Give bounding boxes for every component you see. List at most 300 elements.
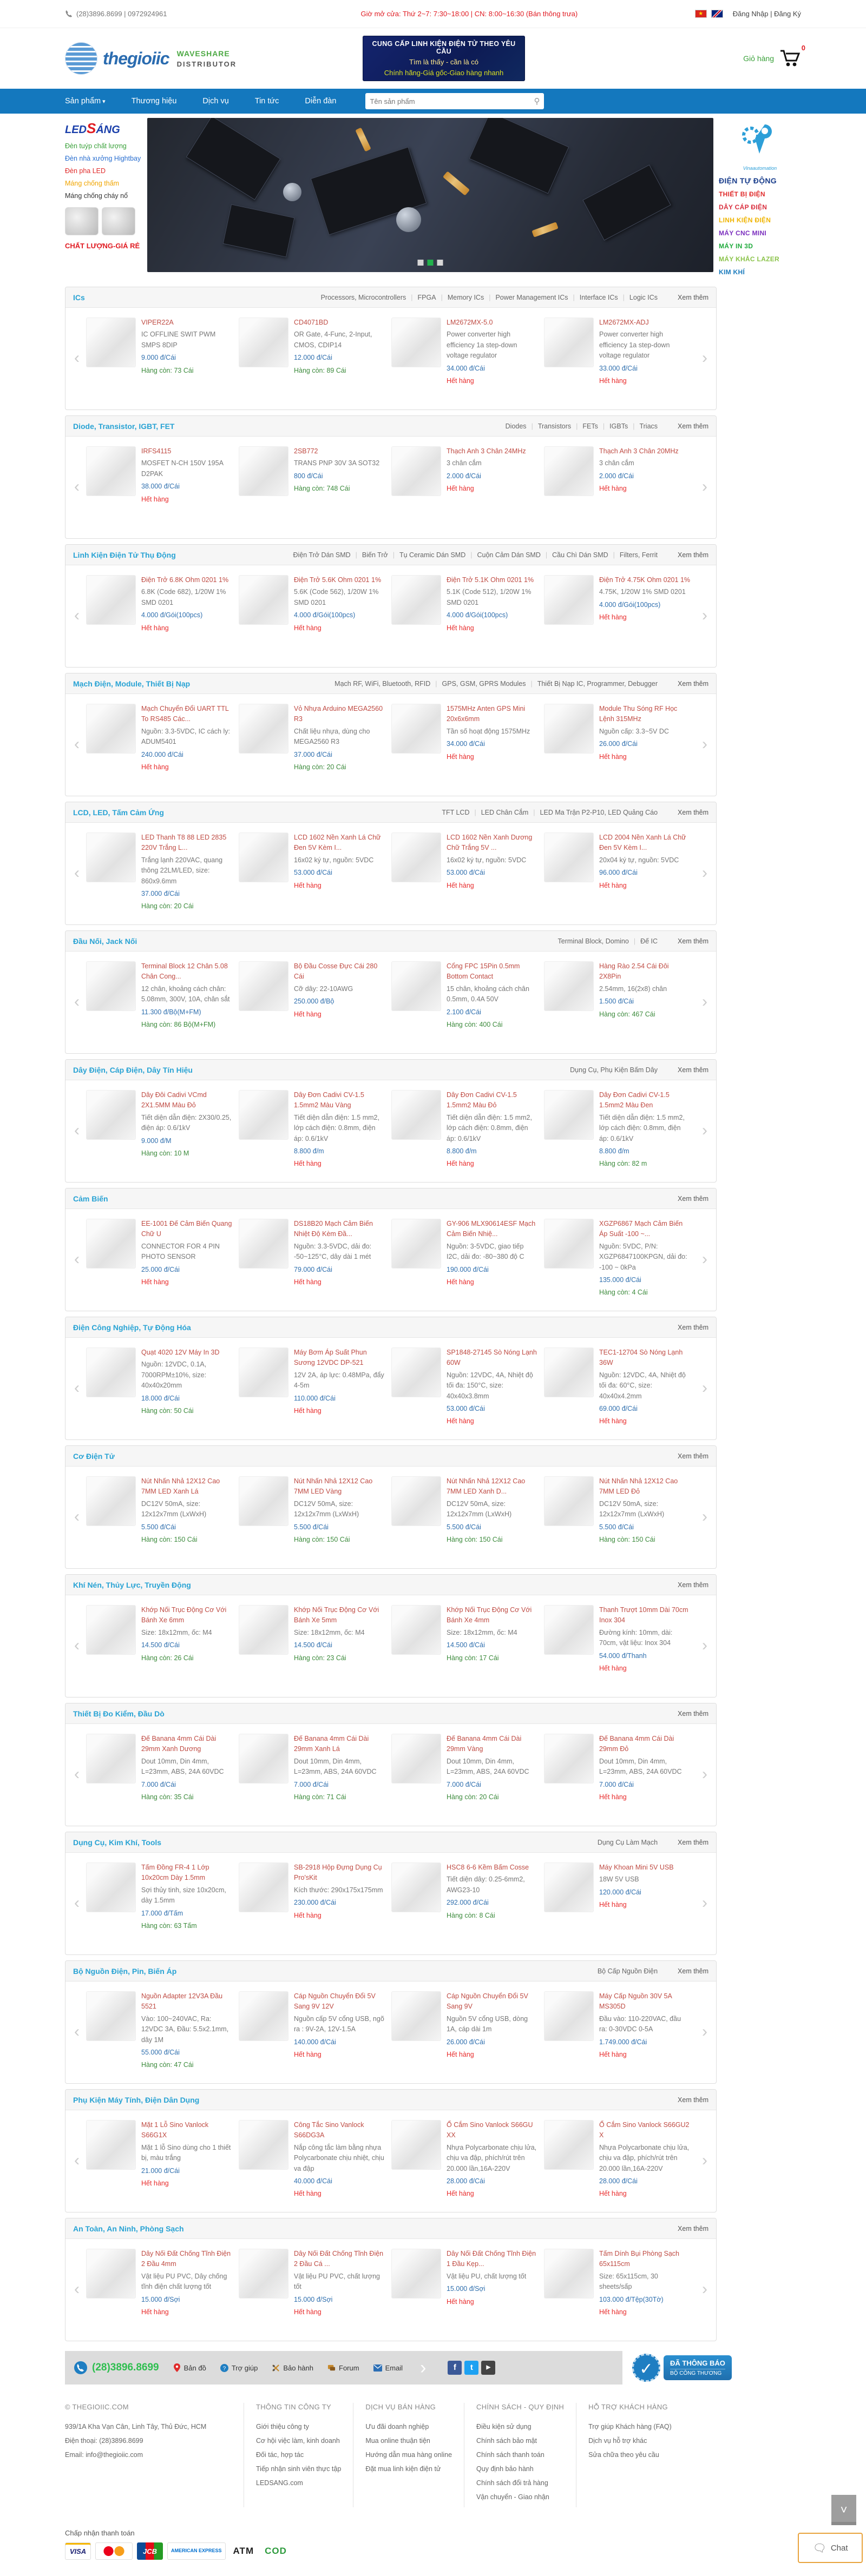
category-link[interactable]: Terminal Block, Domino xyxy=(557,937,629,945)
register-link[interactable]: Đăng Ký xyxy=(774,10,801,18)
product-name[interactable]: Tấm Đồng FR-4 1 Lớp 10x20cm Dày 1.5mm xyxy=(141,1864,209,1882)
carousel-next-arrow[interactable]: › xyxy=(702,2151,707,2169)
category-link[interactable]: Power Management ICs xyxy=(495,293,568,301)
product-info xyxy=(447,2120,537,2199)
product-card[interactable] xyxy=(235,1862,388,1931)
section-title[interactable]: Mạch Điện, Module, Thiết Bị Nạp xyxy=(73,679,191,688)
product-name[interactable]: Đế Banana 4mm Cái Dài 29mm Xanh Lá xyxy=(294,1735,369,1753)
see-more-link[interactable]: Xem thêm xyxy=(678,1323,708,1331)
product-stock: Hết hàng xyxy=(447,2297,474,2306)
category-link[interactable]: Processors, Microcontrollers xyxy=(320,293,406,301)
product-card[interactable] xyxy=(541,1348,693,1427)
category-link[interactable]: TFT LCD xyxy=(442,808,470,816)
youtube-icon[interactable]: ▶ xyxy=(481,2361,495,2375)
product-name[interactable]: Quạt 4020 12V Máy In 3D xyxy=(141,1349,220,1356)
product-name[interactable]: LM2672MX-ADJ xyxy=(599,319,649,326)
product-name[interactable]: Bộ Đầu Cosse Đực Cái 280 Cái xyxy=(294,962,378,981)
product-card[interactable] xyxy=(541,575,693,633)
carousel-prev-arrow[interactable]: ‹ xyxy=(74,606,80,624)
product-card[interactable] xyxy=(83,575,235,633)
product-name[interactable]: Ổ Cắm Sino Vanlock S66GU XX xyxy=(447,2121,533,2139)
product-name[interactable]: IRFS4115 xyxy=(141,447,172,455)
product-info xyxy=(294,961,385,1030)
product-name[interactable]: CD4071BD xyxy=(294,319,329,326)
product-card[interactable] xyxy=(388,704,541,772)
footer-link[interactable]: Điều kiện sử dụng xyxy=(476,2423,532,2430)
product-card[interactable] xyxy=(388,961,541,1030)
product-name[interactable]: LCD 1602 Nền Xanh Dương Chữ Trắng 5V ... xyxy=(447,834,533,852)
see-more-link[interactable]: Xem thêm xyxy=(678,1581,708,1589)
category-link[interactable]: Thiết Bị Nạp IC, Programmer, Debugger xyxy=(537,679,658,688)
product-name[interactable]: SP1848-27145 Sò Nóng Lạnh 60W xyxy=(447,1349,537,1367)
product-name[interactable]: Dây Nối Đất Chống Tĩnh Điện 1 Đầu Kẹp... xyxy=(447,2250,536,2268)
product-card[interactable] xyxy=(83,318,235,386)
product-card[interactable] xyxy=(83,1090,235,1170)
section-title[interactable]: Khí Nén, Thủy Lực, Truyền Động xyxy=(73,1580,191,1589)
carousel-dots xyxy=(418,260,443,266)
footer-link[interactable]: Trợ giúp Khách hàng (FAQ) xyxy=(588,2423,672,2430)
footer-link[interactable]: LEDSANG.com xyxy=(256,2479,303,2487)
product-card[interactable] xyxy=(83,1862,235,1931)
nav-item-1[interactable]: Thương hiệu xyxy=(131,97,177,105)
product-card[interactable] xyxy=(388,1219,541,1298)
ledsang-link-3[interactable]: Máng chống thấm xyxy=(65,180,120,187)
category-link[interactable]: Biến Trở xyxy=(362,551,388,559)
carousel-prev-arrow[interactable]: ‹ xyxy=(74,1121,80,1139)
quick-link-4[interactable] xyxy=(373,2363,403,2372)
product-info xyxy=(447,1991,537,2071)
carousel-next-arrow[interactable]: › xyxy=(702,1765,707,1783)
chat-button[interactable] xyxy=(798,2533,863,2563)
footer-link[interactable]: Quy định bảo hành xyxy=(476,2465,534,2473)
see-more-link[interactable]: Xem thêm xyxy=(678,2096,708,2104)
product-card[interactable] xyxy=(83,704,235,772)
vietnam-flag-icon[interactable]: ★ xyxy=(695,10,707,18)
product-name[interactable]: Dây Đơn Cadivi CV-1.5 1.5mm2 Màu Đen xyxy=(599,1091,670,1109)
product-card[interactable] xyxy=(235,446,388,505)
section-title[interactable]: LCD, LED, Tấm Cảm Ứng xyxy=(73,808,164,817)
product-card[interactable] xyxy=(235,318,388,386)
product-name[interactable]: Khớp Nối Trục Động Cơ Với Bánh Xe 6mm xyxy=(141,1606,227,1624)
product-name[interactable]: Mạch Chuyển Đổi UART TTL To RS485 Các... xyxy=(141,705,229,723)
login-link[interactable]: Đăng Nhập xyxy=(732,10,769,18)
product-card[interactable] xyxy=(388,446,541,505)
search-input[interactable] xyxy=(370,97,534,105)
section-title[interactable]: Điện Công Nghiệp, Tự Động Hóa xyxy=(73,1323,191,1332)
product-name[interactable]: Điện Trở 5.6K Ohm 0201 1% xyxy=(294,576,382,584)
ledsang-link-4[interactable]: Máng chống cháy nổ xyxy=(65,192,128,200)
section-title[interactable]: Thiết Bị Đo Kiểm, Đầu Dò xyxy=(73,1709,165,1718)
product-card[interactable] xyxy=(541,961,693,1030)
cart-button[interactable] xyxy=(743,44,805,68)
category-link[interactable]: Tụ Ceramic Dán SMD xyxy=(399,551,466,559)
product-stock: Hết hàng xyxy=(447,2050,474,2058)
product-card[interactable] xyxy=(541,2249,693,2317)
carousel-prev-arrow[interactable]: ‹ xyxy=(74,2151,80,2169)
footer-link[interactable]: Đối tác, hợp tác xyxy=(256,2451,304,2459)
search-icon[interactable]: ⚲ xyxy=(534,97,540,106)
category-separator: | xyxy=(576,422,578,430)
product-card[interactable] xyxy=(83,1734,235,1802)
category-link[interactable]: Logic ICs xyxy=(629,293,658,301)
product-card[interactable] xyxy=(83,961,235,1030)
carousel-prev-arrow[interactable]: ‹ xyxy=(74,2023,80,2040)
product-card[interactable] xyxy=(83,2249,235,2317)
product-name[interactable]: Nút Nhấn Nhả 12X12 Cao 7MM LED Xanh Lá xyxy=(141,1477,220,1496)
category-link[interactable]: Interface ICs xyxy=(579,293,618,301)
product-description: Nhựa Polycarbonate chịu lửa, chịu va đập, phích/rút trên 20.000 lần,16A-220V xyxy=(447,2143,537,2172)
product-name[interactable]: TEC1-12704 Sò Nóng Lạnh 36W xyxy=(599,1349,683,1367)
product-name[interactable]: Module Thu Sóng RF Học Lệnh 315MHz xyxy=(599,705,678,723)
product-card[interactable] xyxy=(388,2249,541,2317)
product-card[interactable] xyxy=(388,1090,541,1170)
hero-banner-image[interactable] xyxy=(147,118,713,272)
product-card[interactable] xyxy=(235,833,388,912)
product-name[interactable]: HSC8 6-6 Kềm Bấm Cosse xyxy=(447,1864,529,1871)
product-name[interactable]: Vỏ Nhựa Arduino MEGA2560 R3 xyxy=(294,705,383,723)
see-more-link[interactable]: Xem thêm xyxy=(678,1452,708,1460)
carousel-prev-arrow[interactable]: ‹ xyxy=(74,1894,80,1912)
see-more-link[interactable]: Xem thêm xyxy=(678,1838,708,1846)
section-title[interactable]: Dây Điện, Cáp Điện, Dây Tín Hiệu xyxy=(73,1065,193,1074)
carousel-prev-arrow[interactable]: ‹ xyxy=(74,735,80,753)
product-name[interactable]: LCD 2004 Nền Xanh Lá Chữ Đen 5V Kèm I... xyxy=(599,834,686,852)
twitter-icon[interactable]: t xyxy=(464,2361,478,2375)
category-link[interactable]: Filters, Ferrit xyxy=(619,551,658,559)
product-name[interactable]: Mặt 1 Lỗ Sino Vanlock S66G1X xyxy=(141,2121,209,2139)
carousel-next-arrow[interactable]: › xyxy=(702,864,707,882)
carousel-prev-arrow[interactable]: ‹ xyxy=(74,1765,80,1783)
nav-item-3[interactable]: Tin tức xyxy=(254,97,279,105)
product-card[interactable] xyxy=(235,1734,388,1802)
product-name[interactable]: Cáp Nguồn Chuyển Đổi 5V Sang 9V xyxy=(447,1992,528,2011)
header-promo-banner[interactable] xyxy=(363,36,525,81)
nav-item-0[interactable]: Sản phẩm ▾ xyxy=(65,97,106,105)
quick-link-3[interactable] xyxy=(327,2363,359,2372)
carousel-next-arrow[interactable]: › xyxy=(702,735,707,753)
product-card[interactable] xyxy=(541,1605,693,1674)
see-more-link[interactable]: Xem thêm xyxy=(678,422,708,430)
product-name[interactable]: Cổng FPC 15Pin 0.5mm Bottom Contact xyxy=(447,962,520,981)
category-link[interactable]: LED Chân Cắm xyxy=(481,808,529,816)
product-price: 11.300 đ/Bộ(M+FM) xyxy=(141,1008,201,1016)
product-card[interactable] xyxy=(83,1991,235,2071)
product-card[interactable] xyxy=(235,575,388,633)
carousel-prev-arrow[interactable]: ‹ xyxy=(74,478,80,496)
product-card[interactable] xyxy=(541,446,693,505)
footer-link[interactable]: Dịch vụ hỗ trợ khác xyxy=(588,2437,647,2445)
product-card[interactable] xyxy=(541,833,693,912)
product-card[interactable] xyxy=(235,1991,388,2071)
carousel-prev-arrow[interactable]: ‹ xyxy=(74,349,80,367)
product-card[interactable] xyxy=(235,961,388,1030)
nav-item-4[interactable]: Diễn đàn xyxy=(305,97,337,105)
carousel-prev-arrow[interactable]: ‹ xyxy=(74,864,80,882)
product-name[interactable]: Máy Khoan Mini 5V USB xyxy=(599,1864,674,1871)
footer-link[interactable]: Cơ hội việc làm, kinh doanh xyxy=(256,2437,340,2445)
product-name[interactable]: Dây Nối Đất Chống Tĩnh Điện 2 Đầu 4mm xyxy=(141,2250,231,2268)
product-card[interactable] xyxy=(541,2120,693,2199)
product-card[interactable] xyxy=(541,704,693,772)
see-more-link[interactable]: Xem thêm xyxy=(678,808,708,816)
footer-link[interactable]: Ưu đãi doanh nghiệp xyxy=(365,2423,429,2430)
product-name[interactable]: Đế Banana 4mm Cái Dài 29mm Vàng xyxy=(447,1735,522,1753)
product-name[interactable]: Công Tắc Sino Vanlock S66DG3A xyxy=(294,2121,364,2139)
carousel-dot-active[interactable] xyxy=(428,260,434,266)
carousel-next-arrow[interactable]: › xyxy=(702,349,707,367)
section-title[interactable]: ICs xyxy=(73,293,85,302)
product-stock: Hết hàng xyxy=(141,2179,169,2187)
product-name[interactable]: EE-1001 Đế Cảm Biến Quang Chữ U xyxy=(141,1220,232,1238)
quick-link-2[interactable] xyxy=(272,2363,313,2372)
section-title[interactable]: Bộ Nguồn Điện, Pin, Biến Áp xyxy=(73,1966,177,1976)
product-card[interactable] xyxy=(235,1090,388,1170)
category-link[interactable]: IGBTs xyxy=(609,422,628,430)
category-link[interactable]: Memory ICs xyxy=(447,293,484,301)
product-name[interactable]: Khớp Nối Trục Động Cơ Với Bánh Xe 4mm xyxy=(447,1606,532,1624)
category-link[interactable]: FPGA xyxy=(417,293,436,301)
product-card[interactable] xyxy=(388,1991,541,2071)
product-name[interactable]: Nút Nhấn Nhả 12X12 Cao 7MM LED Đỏ xyxy=(599,1477,678,1496)
product-card[interactable] xyxy=(235,1605,388,1674)
product-name[interactable]: Tấm Dính Bụi Phòng Sạch 65x115cm xyxy=(599,2250,679,2268)
product-name[interactable]: LCD 1602 Nền Xanh Lá Chữ Đen 5V Kèm I... xyxy=(294,834,381,852)
footer-link[interactable]: Giới thiệu công ty xyxy=(256,2423,309,2430)
product-card[interactable] xyxy=(541,1219,693,1298)
product-name[interactable]: Đế Banana 4mm Cái Dài 29mm Đỏ xyxy=(599,1735,674,1753)
product-name[interactable]: Khớp Nối Trục Động Cơ Với Bánh Xe 5mm xyxy=(294,1606,379,1624)
product-card[interactable] xyxy=(541,1090,693,1170)
chat-label: Chat xyxy=(830,2543,848,2553)
product-name[interactable]: SB-2918 Hộp Đựng Dụng Cụ Pro'sKit xyxy=(294,1864,382,1882)
product-name[interactable]: 1575MHz Anten GPS Mini 20x6x6mm xyxy=(447,705,526,723)
product-card[interactable] xyxy=(388,1862,541,1931)
product-name[interactable]: Máy Bơm Áp Suất Phun Sương 12VDC DP-521 xyxy=(294,1349,367,1367)
product-name[interactable]: 2SB772 xyxy=(294,447,318,455)
see-more-link[interactable]: Xem thêm xyxy=(678,293,708,301)
vina-link-4[interactable]: MÁY CNC MINI xyxy=(719,229,767,237)
vina-automation-logo-icon[interactable] xyxy=(719,121,801,161)
vina-link-7[interactable]: KIM KHÍ xyxy=(719,268,745,276)
product-name[interactable]: Máy Cấp Nguồn 30V 5A MS305D xyxy=(599,1992,672,2011)
carousel-next-arrow[interactable]: › xyxy=(702,2023,707,2040)
product-name[interactable]: Nút Nhấn Nhả 12X12 Cao 7MM LED Vàng xyxy=(294,1477,373,1496)
see-more-link[interactable]: Xem thêm xyxy=(678,679,708,688)
product-card[interactable] xyxy=(235,1219,388,1298)
product-card[interactable] xyxy=(541,1734,693,1802)
product-name[interactable]: GY-906 MLX90614ESF Mạch Cảm Biến Nhiệ... xyxy=(447,1220,536,1238)
product-card[interactable] xyxy=(388,1476,541,1545)
product-card[interactable] xyxy=(388,833,541,912)
category-link[interactable]: Cuộn Cảm Dán SMD xyxy=(477,551,541,559)
category-link[interactable]: Mạch RF, WiFi, Bluetooth, RFID xyxy=(334,679,431,688)
see-more-link[interactable]: Xem thêm xyxy=(678,937,708,945)
product-name[interactable]: DS18B20 Mạch Cảm Biến Nhiệt Độ Kèm Đầ... xyxy=(294,1220,373,1238)
product-name[interactable]: Cáp Nguồn Chuyển Đổi 5V Sang 9V 12V xyxy=(294,1992,376,2011)
carousel-next-arrow[interactable]: › xyxy=(702,993,707,1010)
nav-item-2[interactable]: Dịch vụ xyxy=(202,97,229,105)
product-card[interactable] xyxy=(235,2249,388,2317)
vina-link-5[interactable]: MÁY IN 3D xyxy=(719,242,753,250)
product-name[interactable]: XGZP6867 Mạch Cảm Biến Áp Suất -100 ~... xyxy=(599,1220,683,1238)
product-card[interactable] xyxy=(83,1476,235,1545)
product-name[interactable]: Điện Trở 5.1K Ohm 0201 1% xyxy=(447,576,534,584)
category-link[interactable]: Điện Trở Dán SMD xyxy=(293,551,351,559)
product-section xyxy=(65,1188,717,1311)
product-name[interactable]: Nguồn Adapter 12V3A Đầu 5521 xyxy=(141,1992,223,2011)
carousel-next-arrow[interactable]: › xyxy=(702,1508,707,1525)
vina-link-3[interactable]: LINH KIỆN ĐIỆN xyxy=(719,216,771,224)
carousel-prev-arrow[interactable]: ‹ xyxy=(74,1636,80,1654)
carousel-prev-arrow[interactable]: ‹ xyxy=(74,993,80,1010)
quick-link-1[interactable] xyxy=(220,2363,258,2372)
vina-link-2[interactable]: DÂY CÁP ĐIỆN xyxy=(719,203,767,211)
carousel-dot[interactable] xyxy=(418,260,424,266)
product-name[interactable]: LM2672MX-5.0 xyxy=(447,319,493,326)
carousel-next-arrow[interactable]: › xyxy=(702,1250,707,1268)
section-title[interactable]: Đầu Nối, Jack Nối xyxy=(73,936,137,946)
gov-registered-badge[interactable] xyxy=(632,2354,732,2382)
section-title[interactable]: Cảm Biến xyxy=(73,1194,108,1203)
product-card[interactable] xyxy=(83,1605,235,1674)
carousel-dot[interactable] xyxy=(437,260,443,266)
product-name[interactable]: Điện Trở 6.8K Ohm 0201 1% xyxy=(141,576,229,584)
vina-link-1[interactable]: THIẾT BỊ ĐIỆN xyxy=(719,190,765,198)
product-image xyxy=(391,1476,441,1526)
category-link[interactable]: Dụng Cụ, Phụ Kiện Bấm Dây xyxy=(570,1066,658,1074)
product-card[interactable] xyxy=(83,1348,235,1427)
see-more-link[interactable]: Xem thêm xyxy=(678,1194,708,1203)
product-name[interactable]: Thạch Anh 3 Chân 20MHz xyxy=(599,447,679,455)
carousel-prev-arrow[interactable]: ‹ xyxy=(74,2280,80,2298)
carousel-next-arrow[interactable]: › xyxy=(702,1121,707,1139)
product-card[interactable] xyxy=(541,1991,693,2071)
product-price: 17.000 đ/Tấm xyxy=(141,1909,183,1917)
product-info xyxy=(447,1862,537,1931)
footer-link[interactable]: Hướng dẫn mua hàng online xyxy=(365,2451,452,2459)
product-card[interactable] xyxy=(235,1476,388,1545)
carousel-next-arrow[interactable]: › xyxy=(702,1636,707,1654)
ledsang-link-2[interactable]: Đèn pha LED xyxy=(65,167,106,175)
category-link[interactable]: LED Ma Trận P2-P10, LED Quảng Cáo xyxy=(540,808,658,816)
section-title[interactable]: Phụ Kiện Máy Tính, Điện Dân Dụng xyxy=(73,2095,200,2104)
ledsang-link-1[interactable]: Đèn nhà xưởng Hightbay xyxy=(65,155,141,162)
footer-link[interactable]: Chính sách đổi trả hàng xyxy=(476,2479,548,2487)
product-name[interactable]: Terminal Block 12 Chân 5.08 Chân Cong... xyxy=(141,962,228,981)
quick-link-0[interactable] xyxy=(173,2363,206,2372)
ledsang-logo[interactable] xyxy=(65,120,142,137)
category-link[interactable]: GPS, GSM, GPRS Modules xyxy=(442,679,526,688)
product-name[interactable]: Thanh Trượt 10mm Dài 70cm Inox 304 xyxy=(599,1606,688,1624)
product-name[interactable]: Đế Banana 4mm Cái Dài 29mm Xanh Dương xyxy=(141,1735,216,1753)
product-card[interactable] xyxy=(235,2120,388,2199)
footer-link[interactable]: Vận chuyển - Giao nhận xyxy=(476,2493,549,2501)
product-card[interactable] xyxy=(541,1476,693,1545)
carousel-next-arrow[interactable]: › xyxy=(702,606,707,624)
category-separator: | xyxy=(489,293,491,301)
carousel-prev-arrow[interactable]: ‹ xyxy=(74,1250,80,1268)
product-name[interactable]: Điện Trở 4.75K Ohm 0201 1% xyxy=(599,576,691,584)
section-title[interactable]: Diode, Transistor, IGBT, FET xyxy=(73,421,175,431)
product-name[interactable]: Dây Nối Đất Chống Tĩnh Điện 2 Đầu Cá ... xyxy=(294,2250,384,2268)
product-card[interactable] xyxy=(83,833,235,912)
product-card[interactable] xyxy=(83,1219,235,1298)
vina-link-6[interactable]: MÁY KHẮC LAZER xyxy=(719,255,779,263)
product-card[interactable] xyxy=(541,318,693,386)
see-more-link[interactable]: Xem thêm xyxy=(678,1709,708,1718)
product-card[interactable] xyxy=(235,1348,388,1427)
carousel-prev-arrow[interactable]: ‹ xyxy=(74,1379,80,1397)
product-name[interactable]: Dây Đôi Cadivi VCmd 2X1.5MM Màu Đỏ xyxy=(141,1091,207,1109)
category-link[interactable]: Cầu Chì Dán SMD xyxy=(552,551,608,559)
section-body xyxy=(65,2239,716,2341)
product-name[interactable]: Dây Đơn Cadivi CV-1.5 1.5mm2 Màu Vàng xyxy=(294,1091,364,1109)
product-card[interactable] xyxy=(388,2120,541,2199)
footer-link[interactable]: Chính sách bảo mật xyxy=(476,2437,537,2445)
category-link[interactable]: Bộ Cấp Nguồn Điện xyxy=(597,1967,658,1975)
footer-link[interactable]: Mua online thuận tiện xyxy=(365,2437,430,2445)
product-name[interactable]: Hàng Rào 2.54 Cái Đôi 2X8Pin xyxy=(599,962,669,981)
facebook-icon[interactable]: f xyxy=(448,2361,462,2375)
see-more-link[interactable]: Xem thêm xyxy=(678,1967,708,1975)
product-price: 18.000 đ/Cái xyxy=(141,1394,180,1402)
category-link[interactable]: Dụng Cụ Làm Mạch xyxy=(597,1838,658,1846)
product-card[interactable] xyxy=(388,318,541,386)
site-logo[interactable] xyxy=(65,42,276,75)
product-card[interactable] xyxy=(235,704,388,772)
vina-link-0[interactable]: ĐIỆN TỰ ĐỘNG xyxy=(719,176,777,185)
carousel-next-arrow[interactable]: › xyxy=(702,1379,707,1397)
carousel-next-arrow[interactable]: › xyxy=(702,1894,707,1912)
section-title[interactable]: Linh Kiện Điện Tử Thụ Động xyxy=(73,550,176,559)
product-name[interactable]: Nút Nhấn Nhả 12X12 Cao 7MM LED Xanh D... xyxy=(447,1477,526,1496)
product-name[interactable]: Thạch Anh 3 Chân 24MHz xyxy=(447,447,526,455)
ledsang-link-0[interactable]: Đèn tuýp chất lượng xyxy=(65,142,127,150)
product-name[interactable]: Dây Đơn Cadivi CV-1.5 1.5mm2 Màu Đỏ xyxy=(447,1091,517,1109)
product-card[interactable] xyxy=(388,1605,541,1674)
product-card[interactable] xyxy=(388,1348,541,1427)
product-card[interactable] xyxy=(388,575,541,633)
category-link[interactable]: FETs xyxy=(582,422,598,430)
product-card[interactable] xyxy=(541,1862,693,1931)
product-name[interactable]: VIPER22A xyxy=(141,319,174,326)
footer-link[interactable]: Đặt mua linh kiện điện tử xyxy=(365,2465,441,2473)
category-link[interactable]: Diodes xyxy=(505,422,527,430)
product-name[interactable]: LED Thanh T8 88 LED 2835 220V Trắng L... xyxy=(141,834,227,852)
see-more-link[interactable]: Xem thêm xyxy=(678,2224,708,2232)
section-title[interactable]: Cơ Điện Tử xyxy=(73,1451,115,1461)
carousel-next-arrow[interactable]: › xyxy=(702,478,707,496)
product-name[interactable]: Ổ Cắm Sino Vanlock S66GU2 X xyxy=(599,2121,690,2139)
category-link[interactable]: Đế IC xyxy=(640,937,658,945)
footer-link[interactable]: Sửa chữa theo yêu cầu xyxy=(588,2451,659,2459)
footer-link[interactable]: Tiếp nhận sinh viên thực tập xyxy=(256,2465,342,2473)
category-link[interactable]: Triacs xyxy=(639,422,658,430)
carousel-next-arrow[interactable]: › xyxy=(702,2280,707,2298)
section-title[interactable]: An Toàn, An Ninh, Phòng Sạch xyxy=(73,2224,184,2233)
category-link[interactable]: Transistors xyxy=(537,422,572,430)
english-flag-icon[interactable] xyxy=(711,10,723,18)
see-more-link[interactable]: Xem thêm xyxy=(678,1066,708,1074)
product-card[interactable] xyxy=(83,446,235,505)
scroll-top-button[interactable] xyxy=(831,2495,856,2525)
section-title[interactable]: Dụng Cụ, Kim Khí, Tools xyxy=(73,1838,162,1847)
product-card[interactable] xyxy=(388,1734,541,1802)
see-more-link[interactable]: Xem thêm xyxy=(678,551,708,559)
product-card[interactable] xyxy=(83,2120,235,2199)
footer-link[interactable]: Chính sách thanh toán xyxy=(476,2451,544,2459)
carousel-prev-arrow[interactable]: ‹ xyxy=(74,1508,80,1525)
